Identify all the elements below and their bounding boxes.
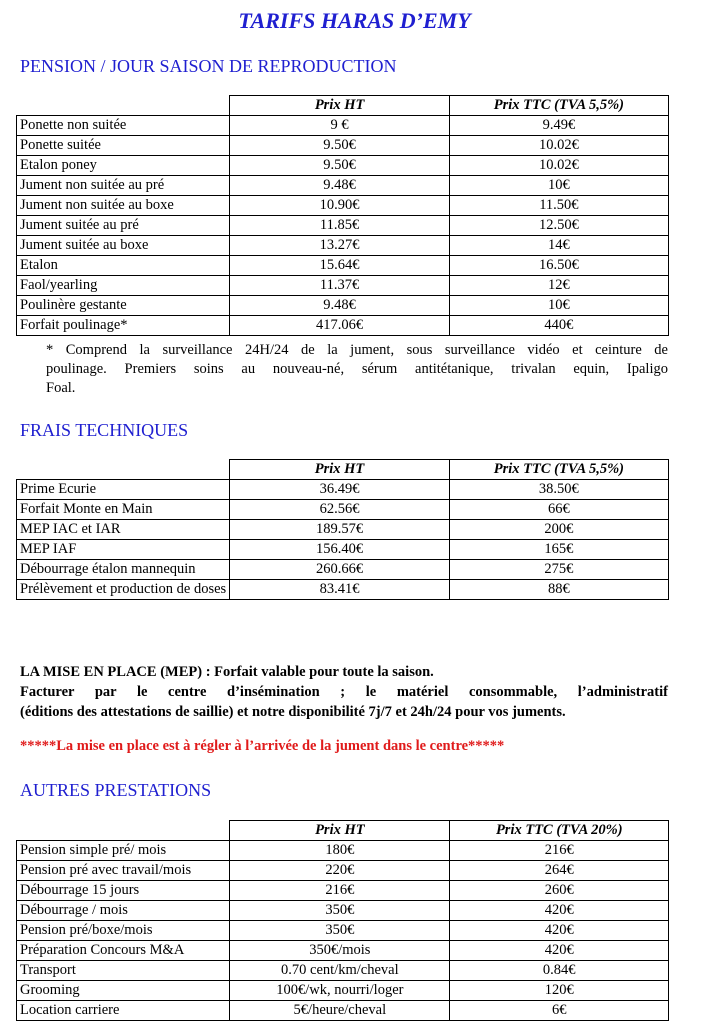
header-prix-ht: Prix HT bbox=[230, 96, 449, 116]
frais-table-body bbox=[17, 480, 669, 600]
table-row bbox=[17, 256, 669, 276]
table-row bbox=[17, 941, 669, 961]
header-prix-ht: Prix HT bbox=[230, 821, 450, 841]
row-label-cell: Grooming bbox=[17, 981, 230, 1001]
table-row bbox=[17, 276, 669, 296]
row-label-cell: Jument suitée au pré bbox=[17, 216, 230, 236]
table-row bbox=[17, 236, 669, 256]
prix-ht-cell: 9.50€ bbox=[230, 156, 449, 176]
prix-ht-cell: 260.66€ bbox=[230, 560, 449, 580]
prix-ht-cell: 220€ bbox=[230, 861, 450, 881]
prix-ttc-cell: 14€ bbox=[449, 236, 668, 256]
prix-ttc-cell: 200€ bbox=[449, 520, 668, 540]
mep-line: (éditions des attestations de saillie) et notre disponibilité 7j/7 et 24h/24 pour vos juments. bbox=[20, 704, 566, 720]
table-row bbox=[17, 216, 669, 236]
prix-ttc-cell: 9.49€ bbox=[449, 116, 668, 136]
pension-table-body bbox=[17, 116, 669, 336]
row-label-cell: Pension pré avec travail/mois bbox=[17, 861, 230, 881]
prix-ttc-cell: 165€ bbox=[449, 540, 668, 560]
header-blank-cell bbox=[17, 96, 230, 116]
prix-ttc-cell: 10€ bbox=[449, 176, 668, 196]
table-row bbox=[17, 196, 669, 216]
prix-ttc-cell: 38.50€ bbox=[449, 480, 668, 500]
mep-paragraph bbox=[20, 662, 668, 722]
prix-ht-cell: 9.50€ bbox=[230, 136, 449, 156]
frais-heading: FRAIS TECHNIQUES bbox=[20, 420, 189, 440]
pension-table bbox=[16, 95, 669, 336]
prix-ht-cell: 189.57€ bbox=[230, 520, 449, 540]
prix-ht-cell: 350€/mois bbox=[230, 941, 450, 961]
prix-ht-cell: 156.40€ bbox=[230, 540, 449, 560]
header-prix-ttc: Prix TTC (TVA 5,5%) bbox=[449, 96, 668, 116]
page-title: TARIFS HARAS D’EMY bbox=[238, 8, 471, 33]
row-label-cell: Prime Ecurie bbox=[17, 480, 230, 500]
table-row bbox=[17, 1001, 669, 1021]
prix-ht-cell: 11.37€ bbox=[230, 276, 449, 296]
table-row bbox=[17, 881, 669, 901]
row-label-cell: MEP IAF bbox=[17, 540, 230, 560]
prix-ttc-cell: 420€ bbox=[450, 901, 669, 921]
table-row bbox=[17, 156, 669, 176]
prix-ht-cell: 9 € bbox=[230, 116, 449, 136]
table-row bbox=[17, 921, 669, 941]
table-row bbox=[17, 480, 669, 500]
row-label-cell: Débourrage étalon mannequin bbox=[17, 560, 230, 580]
prix-ttc-cell: 10.02€ bbox=[449, 136, 668, 156]
prix-ht-cell: 5€/heure/cheval bbox=[230, 1001, 450, 1021]
table-header-row bbox=[17, 460, 669, 480]
table-row bbox=[17, 580, 669, 600]
prix-ttc-cell: 260€ bbox=[450, 881, 669, 901]
prix-ht-cell: 180€ bbox=[230, 841, 450, 861]
row-label-cell: Jument non suitée au boxe bbox=[17, 196, 230, 216]
row-label-cell: Préparation Concours M&A bbox=[17, 941, 230, 961]
prix-ht-cell: 11.85€ bbox=[230, 216, 449, 236]
row-label-cell: Transport bbox=[17, 961, 230, 981]
mep-line: Facturer par le centre d’insémination ; le matériel consommable, l’administratif bbox=[20, 684, 668, 700]
row-label-cell: Pension simple pré/ mois bbox=[17, 841, 230, 861]
prix-ttc-cell: 16.50€ bbox=[449, 256, 668, 276]
footnote-line: * Comprend la surveillance 24H/24 de la jument, sous surveillance vidéo et ceinture de bbox=[46, 342, 668, 358]
prix-ttc-cell: 66€ bbox=[449, 500, 668, 520]
table-row bbox=[17, 981, 669, 1001]
row-label-cell: Forfait poulinage* bbox=[17, 316, 230, 336]
table-header-row bbox=[17, 821, 669, 841]
row-label-cell: Etalon bbox=[17, 256, 230, 276]
prix-ht-cell: 0.70 cent/km/cheval bbox=[230, 961, 450, 981]
row-label-cell: Faol/yearling bbox=[17, 276, 230, 296]
footnote-line: Foal. bbox=[46, 380, 76, 396]
prix-ttc-cell: 440€ bbox=[449, 316, 668, 336]
row-label-cell: MEP IAC et IAR bbox=[17, 520, 230, 540]
prix-ttc-cell: 264€ bbox=[450, 861, 669, 881]
prix-ttc-cell: 10.02€ bbox=[449, 156, 668, 176]
prix-ttc-cell: 275€ bbox=[449, 560, 668, 580]
table-row bbox=[17, 500, 669, 520]
prix-ttc-cell: 420€ bbox=[450, 941, 669, 961]
row-label-cell: Forfait Monte en Main bbox=[17, 500, 230, 520]
prix-ttc-cell: 120€ bbox=[450, 981, 669, 1001]
prix-ttc-cell: 12€ bbox=[449, 276, 668, 296]
autres-table-body bbox=[17, 841, 669, 1021]
row-label-cell: Location carriere bbox=[17, 1001, 230, 1021]
table-row bbox=[17, 841, 669, 861]
table-row bbox=[17, 520, 669, 540]
prix-ht-cell: 100€/wk, nourri/loger bbox=[230, 981, 450, 1001]
footnote-line: poulinage. Premiers soins au nouveau-né, sérum antitétanique, trivalan equin, Ipaligo bbox=[46, 361, 668, 377]
payment-alert: *****La mise en place est à régler à l’arrivée de la jument dans le centre***** bbox=[20, 738, 505, 754]
autres-table bbox=[16, 820, 669, 1021]
poulinage-footnote bbox=[46, 341, 668, 398]
prix-ht-cell: 216€ bbox=[230, 881, 450, 901]
pension-heading: PENSION / JOUR SAISON DE REPRODUCTION bbox=[20, 56, 397, 76]
row-label-cell: Débourrage 15 jours bbox=[17, 881, 230, 901]
prix-ttc-cell: 0.84€ bbox=[450, 961, 669, 981]
frais-table bbox=[16, 459, 669, 600]
prix-ht-cell: 9.48€ bbox=[230, 296, 449, 316]
table-row bbox=[17, 176, 669, 196]
row-label-cell: Poulinère gestante bbox=[17, 296, 230, 316]
prix-ttc-cell: 6€ bbox=[450, 1001, 669, 1021]
prix-ht-cell: 417.06€ bbox=[230, 316, 449, 336]
prix-ht-cell: 9.48€ bbox=[230, 176, 449, 196]
row-label-cell: Débourrage / mois bbox=[17, 901, 230, 921]
prix-ht-cell: 62.56€ bbox=[230, 500, 449, 520]
prix-ttc-cell: 420€ bbox=[450, 921, 669, 941]
row-label-cell: Ponette suitée bbox=[17, 136, 230, 156]
table-row bbox=[17, 116, 669, 136]
prix-ttc-cell: 10€ bbox=[449, 296, 668, 316]
row-label-cell: Jument suitée au boxe bbox=[17, 236, 230, 256]
header-blank-cell bbox=[17, 821, 230, 841]
prix-ht-cell: 36.49€ bbox=[230, 480, 449, 500]
row-label-cell: Jument non suitée au pré bbox=[17, 176, 230, 196]
prix-ttc-cell: 88€ bbox=[449, 580, 668, 600]
prix-ht-cell: 10.90€ bbox=[230, 196, 449, 216]
table-row bbox=[17, 861, 669, 881]
autres-heading: AUTRES PRESTATIONS bbox=[20, 780, 212, 800]
row-label-cell: Prélèvement et production de doses bbox=[17, 580, 230, 600]
prix-ttc-cell: 216€ bbox=[450, 841, 669, 861]
header-blank-cell bbox=[17, 460, 230, 480]
prix-ht-cell: 350€ bbox=[230, 901, 450, 921]
prix-ht-cell: 83.41€ bbox=[230, 580, 449, 600]
prix-ttc-cell: 11.50€ bbox=[449, 196, 668, 216]
table-row bbox=[17, 560, 669, 580]
row-label-cell: Pension pré/boxe/mois bbox=[17, 921, 230, 941]
row-label-cell: Etalon poney bbox=[17, 156, 230, 176]
prix-ht-cell: 15.64€ bbox=[230, 256, 449, 276]
row-label-cell: Ponette non suitée bbox=[17, 116, 230, 136]
table-header-row bbox=[17, 96, 669, 116]
table-row bbox=[17, 901, 669, 921]
header-prix-ht: Prix HT bbox=[230, 460, 449, 480]
mep-line: LA MISE EN PLACE (MEP) : Forfait valable pour toute la saison. bbox=[20, 664, 434, 680]
table-row bbox=[17, 136, 669, 156]
table-row bbox=[17, 540, 669, 560]
header-prix-ttc: Prix TTC (TVA 20%) bbox=[450, 821, 669, 841]
prix-ht-cell: 350€ bbox=[230, 921, 450, 941]
prix-ht-cell: 13.27€ bbox=[230, 236, 449, 256]
header-prix-ttc: Prix TTC (TVA 5,5%) bbox=[449, 460, 668, 480]
table-row bbox=[17, 316, 669, 336]
prix-ttc-cell: 12.50€ bbox=[449, 216, 668, 236]
table-row bbox=[17, 961, 669, 981]
table-row bbox=[17, 296, 669, 316]
